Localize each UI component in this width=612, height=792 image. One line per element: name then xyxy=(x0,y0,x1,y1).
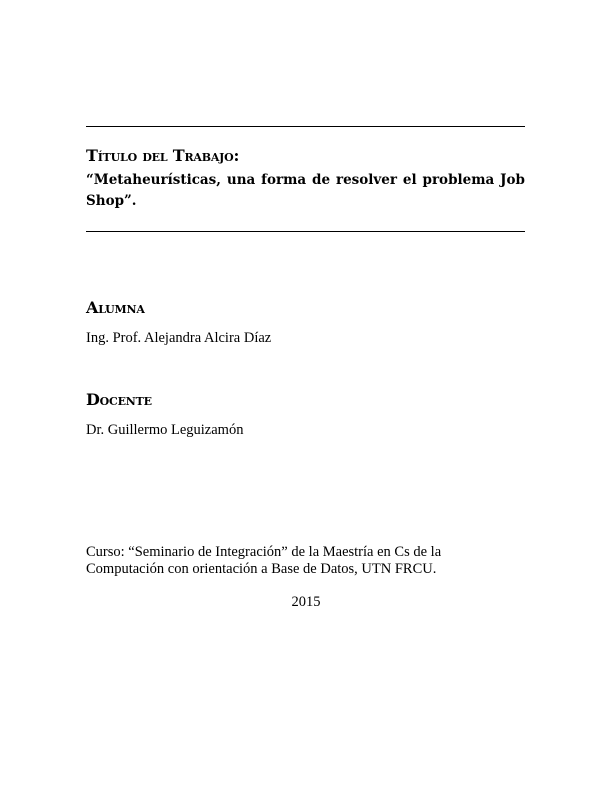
top-divider xyxy=(86,126,525,127)
course-line-2: Computación con orientación a Base de Datos, UTN FRCU. xyxy=(86,561,437,577)
docente-heading: Docente xyxy=(86,390,152,409)
docente-name: Dr. Guillermo Leguizamón xyxy=(86,422,244,438)
title-label: Título del Trabajo: xyxy=(86,146,240,165)
alumna-heading: Alumna xyxy=(86,298,145,317)
title-text: “Metaheurísticas, una forma de resolver el problema Job Shop”. xyxy=(86,172,525,209)
bottom-divider xyxy=(86,231,525,232)
course-line-1: Curso: “Seminario de Integración” de la Maestría en Cs de la xyxy=(86,544,442,560)
alumna-name: Ing. Prof. Alejandra Alcira Díaz xyxy=(86,330,272,346)
course-description xyxy=(86,544,526,578)
year: 2015 xyxy=(291,594,321,610)
